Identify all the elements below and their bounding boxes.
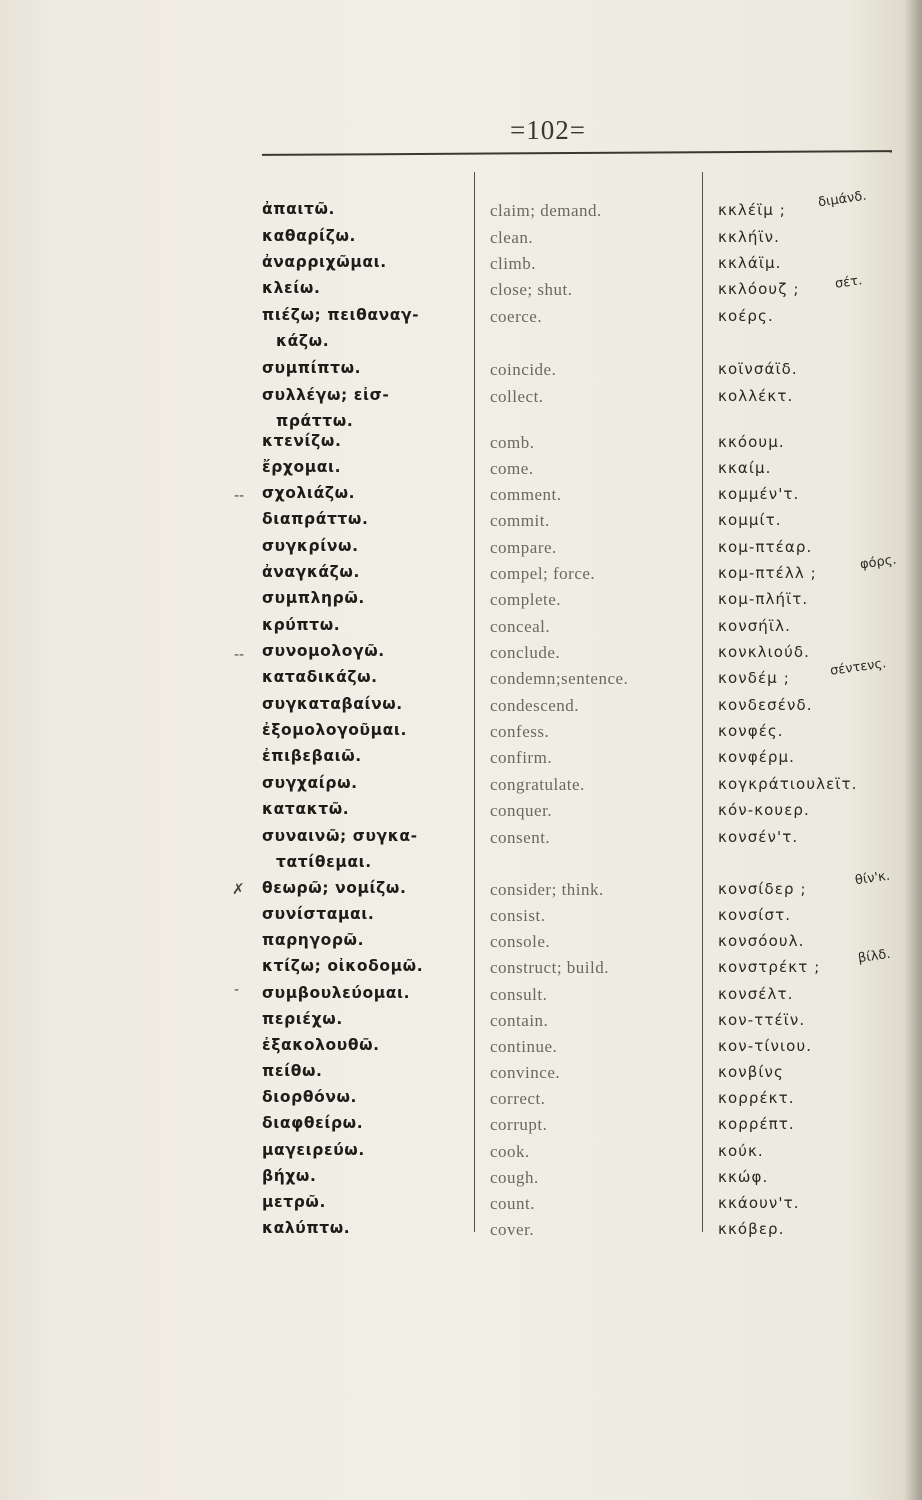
english-term: comb. [490, 433, 535, 452]
english-term: count. [490, 1194, 536, 1213]
greek-headword: ἔρχομαι. [262, 458, 342, 476]
greek-headword: διαφθείρω. [262, 1114, 364, 1132]
greek-headword: παρηγορῶ. [262, 931, 365, 949]
english-term: compel; force. [490, 564, 596, 583]
greek-headword: κρύπτω. [262, 616, 341, 634]
english-term: complete. [490, 590, 562, 609]
transliteration: κορρέκτ. [718, 1089, 795, 1107]
greek-headword: κατακτῶ. [262, 800, 350, 818]
column-divider-left [474, 172, 475, 1232]
greek-headword: ἐξακολουθῶ. [262, 1036, 380, 1054]
transliteration-alt: θίν'κ. [854, 868, 891, 889]
english-term: clean. [490, 228, 534, 247]
english-term: consent. [490, 828, 551, 847]
transliteration: κονστρέκτ ; [718, 958, 821, 976]
greek-headword: ἀπαιτῶ. [262, 200, 336, 218]
greek-headword: συνίσταμαι. [262, 905, 375, 923]
greek-headword: διαπράττω. [262, 510, 369, 528]
english-term: confirm. [490, 748, 553, 767]
transliteration: κκώφ. [718, 1168, 769, 1186]
english-term: corrupt. [490, 1115, 548, 1134]
transliteration: κκλήϊν. [718, 228, 780, 246]
english-term: contain. [490, 1011, 549, 1030]
transliteration-alt: διμάνδ. [817, 188, 868, 211]
transliteration: κονφέρμ. [718, 748, 796, 766]
english-term: close; shut. [490, 280, 573, 299]
transliteration: κκλάϊμ. [718, 254, 782, 272]
transliteration: κονκλιούδ. [718, 643, 810, 661]
transliteration: κοϊνσάϊδ. [718, 360, 798, 378]
greek-headword: πιέζω; πειθαναγ- [262, 306, 420, 324]
english-term: consider; think. [490, 880, 604, 899]
english-term: conceal. [490, 617, 551, 636]
greek-headword: ἐπιβεβαιῶ. [262, 747, 362, 765]
english-term: consult. [490, 985, 548, 1004]
page-number: =102= [510, 115, 586, 145]
english-term: correct. [490, 1089, 546, 1108]
greek-headword: καλύπτω. [262, 1219, 351, 1237]
greek-headword: ἀναγκάζω. [262, 563, 360, 581]
english-term: cover. [490, 1220, 535, 1239]
english-term: convince. [490, 1063, 561, 1082]
transliteration: κομ-πτέαρ. [718, 538, 813, 556]
transliteration: κονσίστ. [718, 906, 792, 924]
greek-headword-continuation: κάζω. [276, 332, 330, 350]
transliteration: κκόουμ. [718, 433, 785, 451]
transliteration: κόν-κουερ. [718, 801, 810, 819]
greek-headword: μετρῶ. [262, 1193, 326, 1211]
greek-headword: ἐξομολογοῦμαι. [262, 721, 408, 739]
greek-headword: σχολιάζω. [262, 484, 356, 502]
english-term: conclude. [490, 643, 561, 662]
header-rule [262, 150, 892, 156]
transliteration: κοέρς. [718, 307, 774, 325]
greek-headword: βήχω. [262, 1167, 317, 1185]
transliteration: κούκ. [718, 1142, 764, 1160]
english-term: confess. [490, 722, 550, 741]
transliteration: κονβίνς [718, 1063, 784, 1081]
english-term: console. [490, 932, 551, 951]
margin-mark: -- [234, 488, 245, 504]
english-term: construct; build. [490, 958, 609, 977]
greek-headword: διορθόνω. [262, 1088, 358, 1106]
greek-headword: κλείω. [262, 279, 321, 297]
greek-headword: περιέχω. [262, 1010, 343, 1028]
transliteration: κκάουν'τ. [718, 1194, 800, 1212]
english-term: climb. [490, 254, 536, 273]
greek-headword: μαγειρεύω. [262, 1141, 365, 1159]
transliteration: κον-τίνιου. [718, 1037, 813, 1055]
greek-headword: συμπληρῶ. [262, 589, 365, 607]
transliteration: κογκράτιουλεϊτ. [718, 775, 858, 793]
english-term: compare. [490, 538, 557, 557]
english-term: condemn;sentence. [490, 669, 629, 688]
greek-headword: καθαρίζω. [262, 227, 357, 245]
greek-headword: συλλέγω; εἰσ- [262, 386, 390, 404]
margin-mark: - [234, 982, 240, 998]
english-term: comment. [490, 485, 562, 504]
greek-headword: κτενίζω. [262, 432, 342, 450]
transliteration: κομμέν'τ. [718, 485, 800, 503]
greek-headword-continuation: πράττω. [276, 412, 354, 430]
transliteration-alt: σέντενς. [829, 656, 888, 679]
greek-headword: καταδικάζω. [262, 668, 378, 686]
greek-headword: συνομολογῶ. [262, 642, 385, 660]
transliteration: κολλέκτ. [718, 387, 794, 405]
page-edge-shadow [904, 0, 922, 1500]
english-term: congratulate. [490, 775, 585, 794]
english-term: conquer. [490, 801, 553, 820]
transliteration: κκόβερ. [718, 1220, 785, 1238]
transliteration: κονδεσένδ. [718, 696, 813, 714]
transliteration: κονφές. [718, 722, 784, 740]
transliteration: κονσόουλ. [718, 932, 805, 950]
transliteration: κονσέλτ. [718, 985, 794, 1003]
greek-headword: συμβουλεύομαι. [262, 984, 411, 1002]
english-term: coerce. [490, 307, 543, 326]
transliteration: κομμίτ. [718, 511, 782, 529]
transliteration: κονσίδερ ; [718, 880, 807, 898]
greek-headword: κτίζω; οἰκοδομῶ. [262, 957, 424, 975]
greek-headword: συγκρίνω. [262, 537, 359, 555]
transliteration-alt: φόρς. [859, 552, 898, 573]
transliteration-alt: βίλδ. [857, 946, 892, 967]
english-term: come. [490, 459, 534, 478]
transliteration: κκλόουζ ; [718, 280, 800, 298]
english-term: commit. [490, 511, 550, 530]
english-term: collect. [490, 387, 544, 406]
greek-headword: συμπίπτω. [262, 359, 362, 377]
transliteration-alt: σέτ. [834, 273, 864, 292]
greek-headword: ἀναρριχῶμαι. [262, 253, 387, 271]
english-term: cook. [490, 1142, 530, 1161]
transliteration: κον-ττέϊν. [718, 1011, 806, 1029]
greek-headword: πείθω. [262, 1062, 323, 1080]
margin-mark: -- [234, 647, 245, 663]
greek-headword-continuation: τατίθεμαι. [276, 853, 372, 871]
greek-headword: θεωρῶ; νομίζω. [262, 879, 407, 897]
margin-mark: ✗ [232, 880, 245, 898]
transliteration: κομ-πλήϊτ. [718, 590, 809, 608]
english-term: coincide. [490, 360, 557, 379]
transliteration: κονσήϊλ. [718, 617, 791, 635]
english-term: condescend. [490, 696, 580, 715]
transliteration: κομ-πτέλλ ; [718, 564, 817, 582]
transliteration: κονδέμ ; [718, 669, 790, 687]
transliteration: κκαίμ. [718, 459, 772, 477]
greek-headword: συναινῶ; συγκα- [262, 827, 418, 845]
greek-headword: συγχαίρω. [262, 774, 358, 792]
transliteration: κονσέν'τ. [718, 828, 799, 846]
english-term: cough. [490, 1168, 539, 1187]
column-divider-right [702, 172, 703, 1232]
transliteration: κορρέπτ. [718, 1115, 795, 1133]
english-term: continue. [490, 1037, 558, 1056]
greek-headword: συγκαταβαίνω. [262, 695, 403, 713]
english-term: consist. [490, 906, 546, 925]
english-term: claim; demand. [490, 201, 602, 220]
transliteration: κκλέϊμ ; [718, 201, 786, 219]
